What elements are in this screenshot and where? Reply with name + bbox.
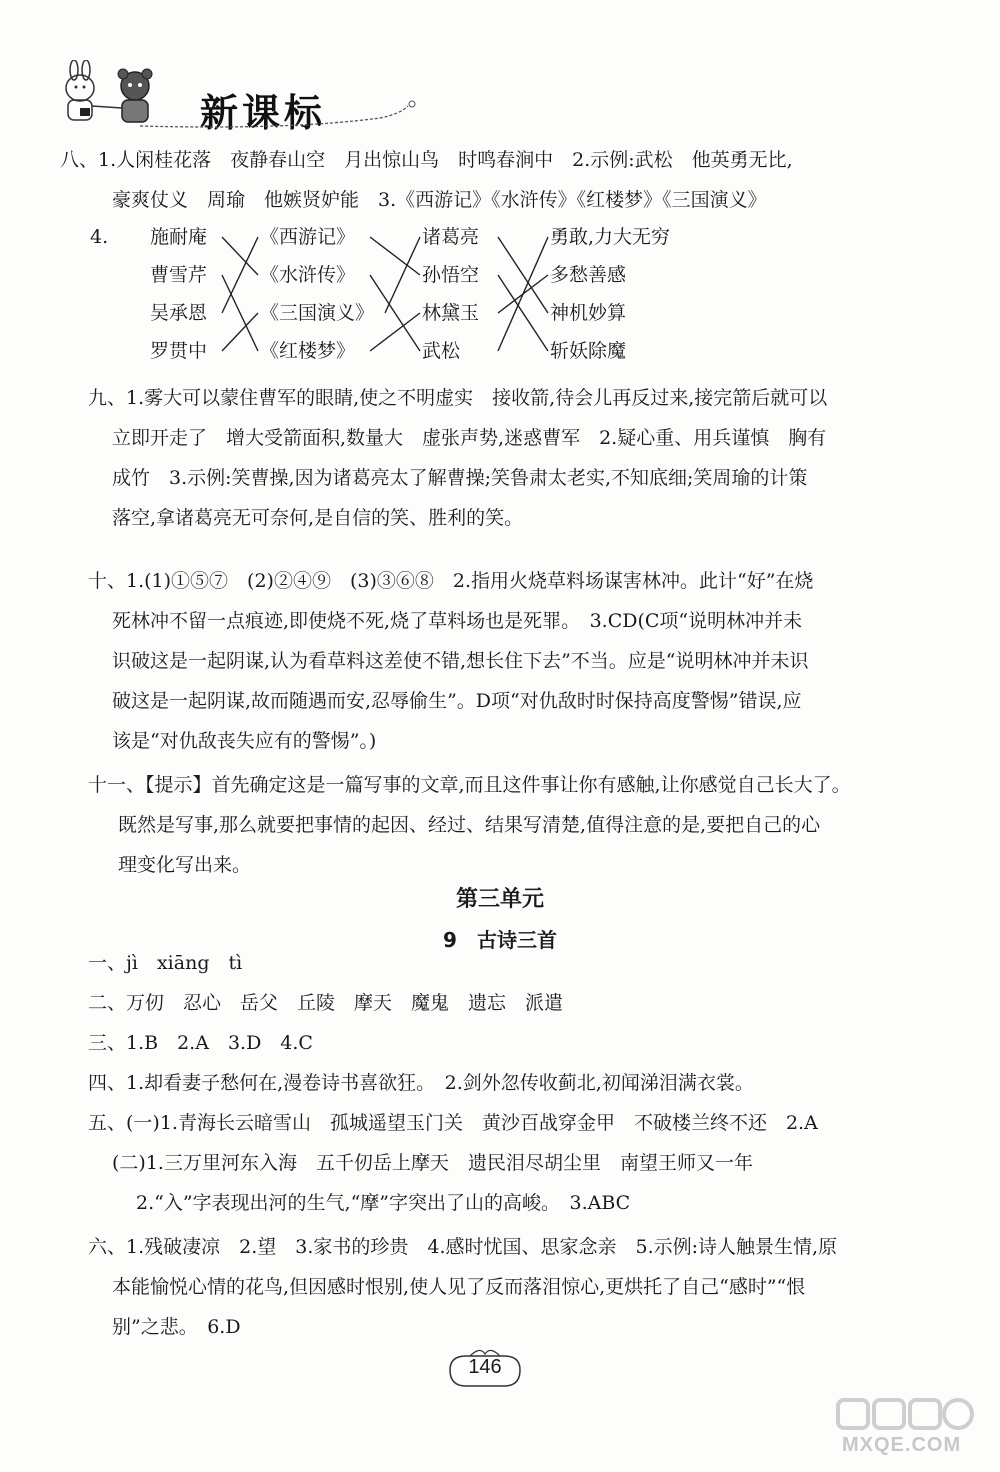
- watermark-text: MXQE.COM: [842, 1434, 962, 1456]
- matching-lines: [80, 222, 640, 372]
- trait-item: 勇敢,力大无穷: [550, 226, 671, 248]
- trait-item: 多愁善感: [550, 264, 627, 286]
- page-number-badge: [440, 1346, 530, 1394]
- lesson-answer-1: 一、jì xiāng tì: [88, 952, 243, 974]
- site-watermark: [830, 1394, 980, 1464]
- lesson-answer-5-line-3: 2.“入”字表现出河的生气,“摩”字突出了山的高峻。 3.ABC: [136, 1192, 631, 1214]
- section-11-line-3: 理变化写出来。: [118, 854, 252, 876]
- author-item: 罗贯中: [150, 340, 208, 362]
- section-10-line-1: 十、1.(1)①⑤⑦ (2)②④⑨ (3)③⑥⑧ 2.指用火烧草料场谋害林冲。此计“好”在烧: [88, 570, 814, 592]
- section-9-line-3: 成竹 3.示例:笑曹操,因为诸葛亮太了解曹操;笑鲁肃太老实,不知底细;笑周瑜的计策: [112, 467, 808, 489]
- lesson-answer-3: 三、1.B 2.A 3.D 4.C: [88, 1032, 313, 1054]
- unit-title: 第三单元: [455, 887, 544, 912]
- lesson-title: 9 古诗三首: [443, 928, 557, 952]
- section-10-line-2: 死林冲不留一点痕迹,即使烧不死,烧了草料场也是死罪。 3.CD(C项“说明林冲并未: [112, 610, 803, 632]
- page-number: 146: [468, 1356, 502, 1378]
- section-8-line-1: 八、1.人闲桂花落 夜静春山空 月出惊山鸟 时鸣春涧中 2.示例:武松 他英勇无比,: [60, 149, 793, 171]
- lesson-answer-6-line-1: 六、1.残破凄凉 2.望 3.家书的珍贵 4.感时忧国、思家念亲 5.示例:诗人触景生情,原: [88, 1236, 838, 1258]
- lesson-answer-6-line-3: 别”之悲。 6.D: [112, 1316, 241, 1338]
- book-item: 《水浒传》: [260, 264, 356, 286]
- author-item: 曹雪芹: [150, 264, 208, 286]
- section-9-line-2: 立即开走了 增大受箭面积,数量大 虚张声势,迷惑曹军 2.疑心重、用兵谨慎 胸有: [112, 427, 827, 449]
- section-10-line-5: 该是“对仇敌丧失应有的警惕”。): [112, 730, 377, 752]
- section-8-line-2: 豪爽仗义 周瑜 他嫉贤妒能 3.《西游记》《水浒传》《红楼梦》《三国演义》: [112, 189, 767, 211]
- lesson-answer-4: 四、1.却看妻子愁何在,漫卷诗书喜欲狂。 2.剑外忽传收蓟北,初闻涕泪满衣裳。: [88, 1072, 754, 1094]
- character-item: 林黛玉: [422, 302, 480, 324]
- section-9-line-1: 九、1.雾大可以蒙住曹军的眼睛,使之不明虚实 接收箭,待会儿再反过来,接完箭后就可以: [88, 387, 828, 409]
- question-4-label: 4.: [90, 226, 109, 248]
- author-item: 施耐庵: [150, 226, 208, 248]
- lesson-answer-5-line-1: 五、(一)1.青海长云暗雪山 孤城遥望玉门关 黄沙百战穿金甲 不破楼兰终不还 2.A: [88, 1112, 818, 1134]
- section-10-line-4: 破这是一起阴谋,故而随遇而安,忍辱偷生”。D项“对仇敌时时保持高度警惕”错误,应: [112, 690, 802, 712]
- character-item: 诸葛亮: [422, 226, 480, 248]
- book-item: 《西游记》: [260, 226, 356, 248]
- lesson-answer-6-line-2: 本能愉悦心情的花鸟,但因感时恨别,使人见了反而落泪惊心,更烘托了自己“感时”“恨: [112, 1276, 806, 1298]
- section-11-line-2: 既然是写事,那么就要把事情的起因、经过、结果写清楚,值得注意的是,要把自己的心: [118, 814, 821, 836]
- lesson-answer-2: 二、万仞 忍心 岳父 丘陵 摩天 魔鬼 遗忘 派遣: [88, 992, 564, 1014]
- section-10-line-3: 识破这是一起阴谋,认为看草料这差使不错,想长住下去”不当。应是“说明林冲并未识: [112, 650, 809, 672]
- character-item: 武松: [422, 340, 461, 362]
- watermark-logo-icon: [830, 1394, 980, 1434]
- lesson-answer-5-line-2: (二)1.三万里河东入海 五千仞岳上摩天 遗民泪尽胡尘里 南望王师又一年: [112, 1152, 753, 1174]
- brand-title: 新课标: [200, 91, 327, 135]
- section-11-line-1: 十一、【提示】首先确定这是一篇写事的文章,而且这件事让你有感触,让你感觉自己长大了。: [88, 774, 851, 796]
- book-item: 《三国演义》: [260, 302, 375, 324]
- author-item: 吴承恩: [150, 302, 208, 324]
- trait-item: 斩妖除魔: [550, 340, 627, 362]
- trait-item: 神机妙算: [550, 302, 627, 324]
- character-item: 孙悟空: [422, 264, 480, 286]
- matching-diagram: [80, 222, 671, 372]
- header-decorative-line: [140, 96, 440, 136]
- book-item: 《红楼梦》: [260, 340, 356, 362]
- section-9-line-4: 落空,拿诸葛亮无可奈何,是自信的笑、胜利的笑。: [112, 507, 524, 529]
